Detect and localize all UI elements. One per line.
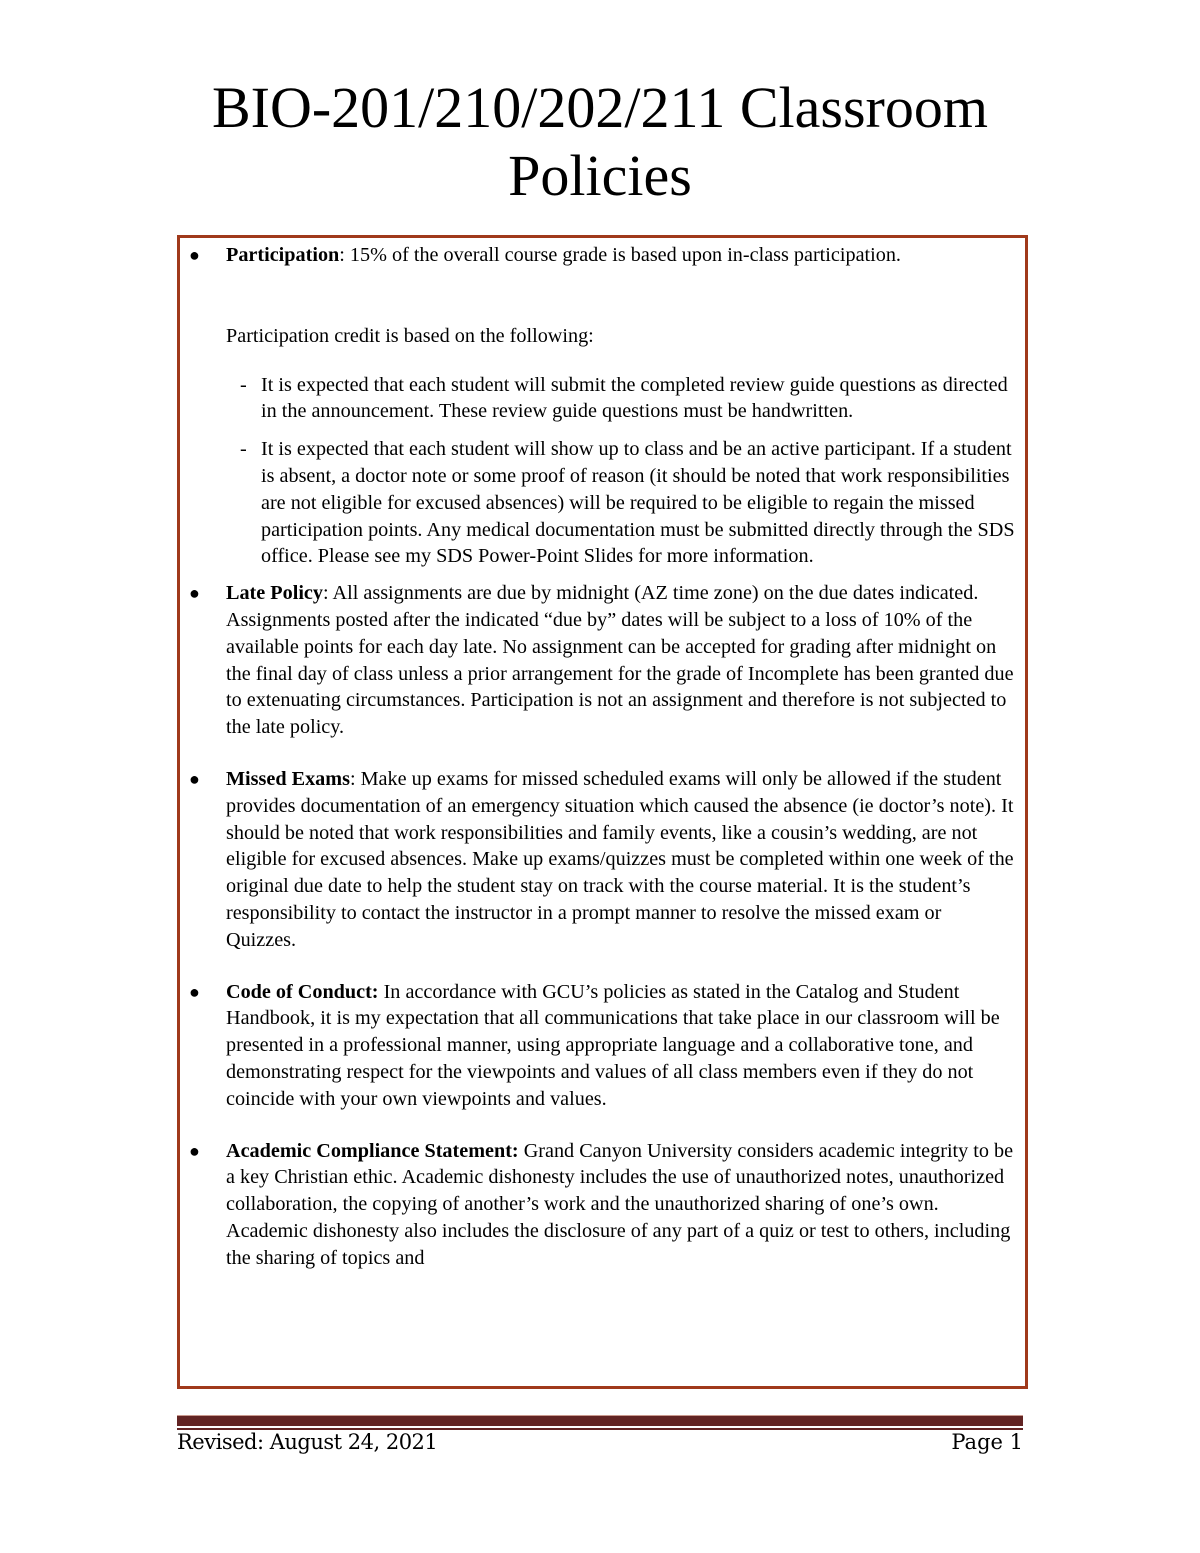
policy-text: : 15% of the overall course grade is based upon in-class participation. — [339, 244, 901, 266]
policy-text: In accordance with GCU’s policies as stated in the Catalog and Student Handbook, it is my expectation that all communications that take place in our classroom will be presented in a professional manner, using appropriate language and a collaborative tone, and demonstrating respect for the viewpoints and values of all class members even if they do not coincide with your own viewpoints and values. — [226, 980, 1000, 1110]
policy-participation — [180, 242, 1015, 269]
document-title — [0, 74, 1200, 210]
dash-icon: - — [240, 438, 247, 461]
participation-point — [180, 436, 1015, 570]
policy-academic-compliance — [180, 1138, 1015, 1272]
bullet-icon: ● — [189, 583, 200, 604]
bullet-icon: ● — [189, 768, 200, 789]
policy-code-of-conduct — [180, 979, 1015, 1113]
policy-heading: Missed Exams — [226, 767, 350, 790]
bullet-icon: ● — [189, 981, 200, 1002]
policies-box — [177, 235, 1028, 1389]
bullet-icon: ● — [189, 1140, 200, 1161]
page-number: Page 1 — [951, 1430, 1023, 1454]
policy-missed-exams — [180, 766, 1015, 954]
footer-divider-thick — [177, 1415, 1023, 1426]
policy-text: : Make up exams for missed scheduled exams will only be allowed if the student provides documentation of an emergency situation which caused the absence (ie doctor’s note). It should be noted that work responsibilities and family events, like a cousin’s wedding, are not eligible for excused absences. Make up exams/quizzes must be completed within one week of the original due date to help the student stay on track with the course material. It is the student’s responsibility to contact the instructor in a prompt manner to resolve the missed exam or Quizzes. — [226, 767, 1014, 951]
point-text: It is expected that each student will submit the completed review guide questions as directed in the announcement. These review guide questions must be handwritten. — [261, 373, 1008, 423]
policy-late — [180, 580, 1015, 741]
point-text: It is expected that each student will show up to class and be an active participant. If a student is absent, a doctor note or some proof of reason (it should be noted that work responsibilities are not eligible for excused absences) will be required to be eligible to regain the missed participation points. Any medical documentation must be submitted directly through the SDS office. Please see my SDS Power-Point Slides for more information. — [261, 438, 1015, 568]
participation-intro: Participation credit is based on the following: — [226, 324, 594, 347]
participation-point — [180, 372, 1015, 426]
policy-heading: Late Policy — [226, 582, 323, 605]
policy-heading: Code of Conduct: — [226, 980, 379, 1003]
policy-text: : All assignments are due by midnight (AZ time zone) on the due dates indicated. Assignments posted after the indicated “due by” dates will be subject to a loss of 10% of the available points for each day late. No assignment can be accepted for grading after midnight on the final day of class unless a prior arrangement for the grade of Incomplete has been granted due to extenuating circumstances. Participation is not an assignment and therefore is not subjected to the late policy. — [226, 582, 1014, 739]
policy-text: Grand Canyon University considers academic integrity to be a key Christian ethic. Academic dishonesty includes the use of unauthorized notes, unauthorized collaboration, the copying of another’s work and the unauthorized sharing of one’s own. Academic dishonesty also includes the disclosure of any part of a quiz or test to others, including the sharing of topics and — [226, 1139, 1014, 1269]
bullet-icon: ● — [189, 245, 200, 265]
title-line-2: Policies — [508, 143, 692, 208]
policy-heading: Participation — [226, 244, 340, 266]
dash-icon: - — [240, 373, 247, 396]
policy-heading: Academic Compliance Statement: — [226, 1139, 519, 1162]
title-line-1: BIO-201/210/202/211 Classroom — [211, 75, 988, 140]
revised-date: Revised: August 24, 2021 — [177, 1430, 438, 1454]
